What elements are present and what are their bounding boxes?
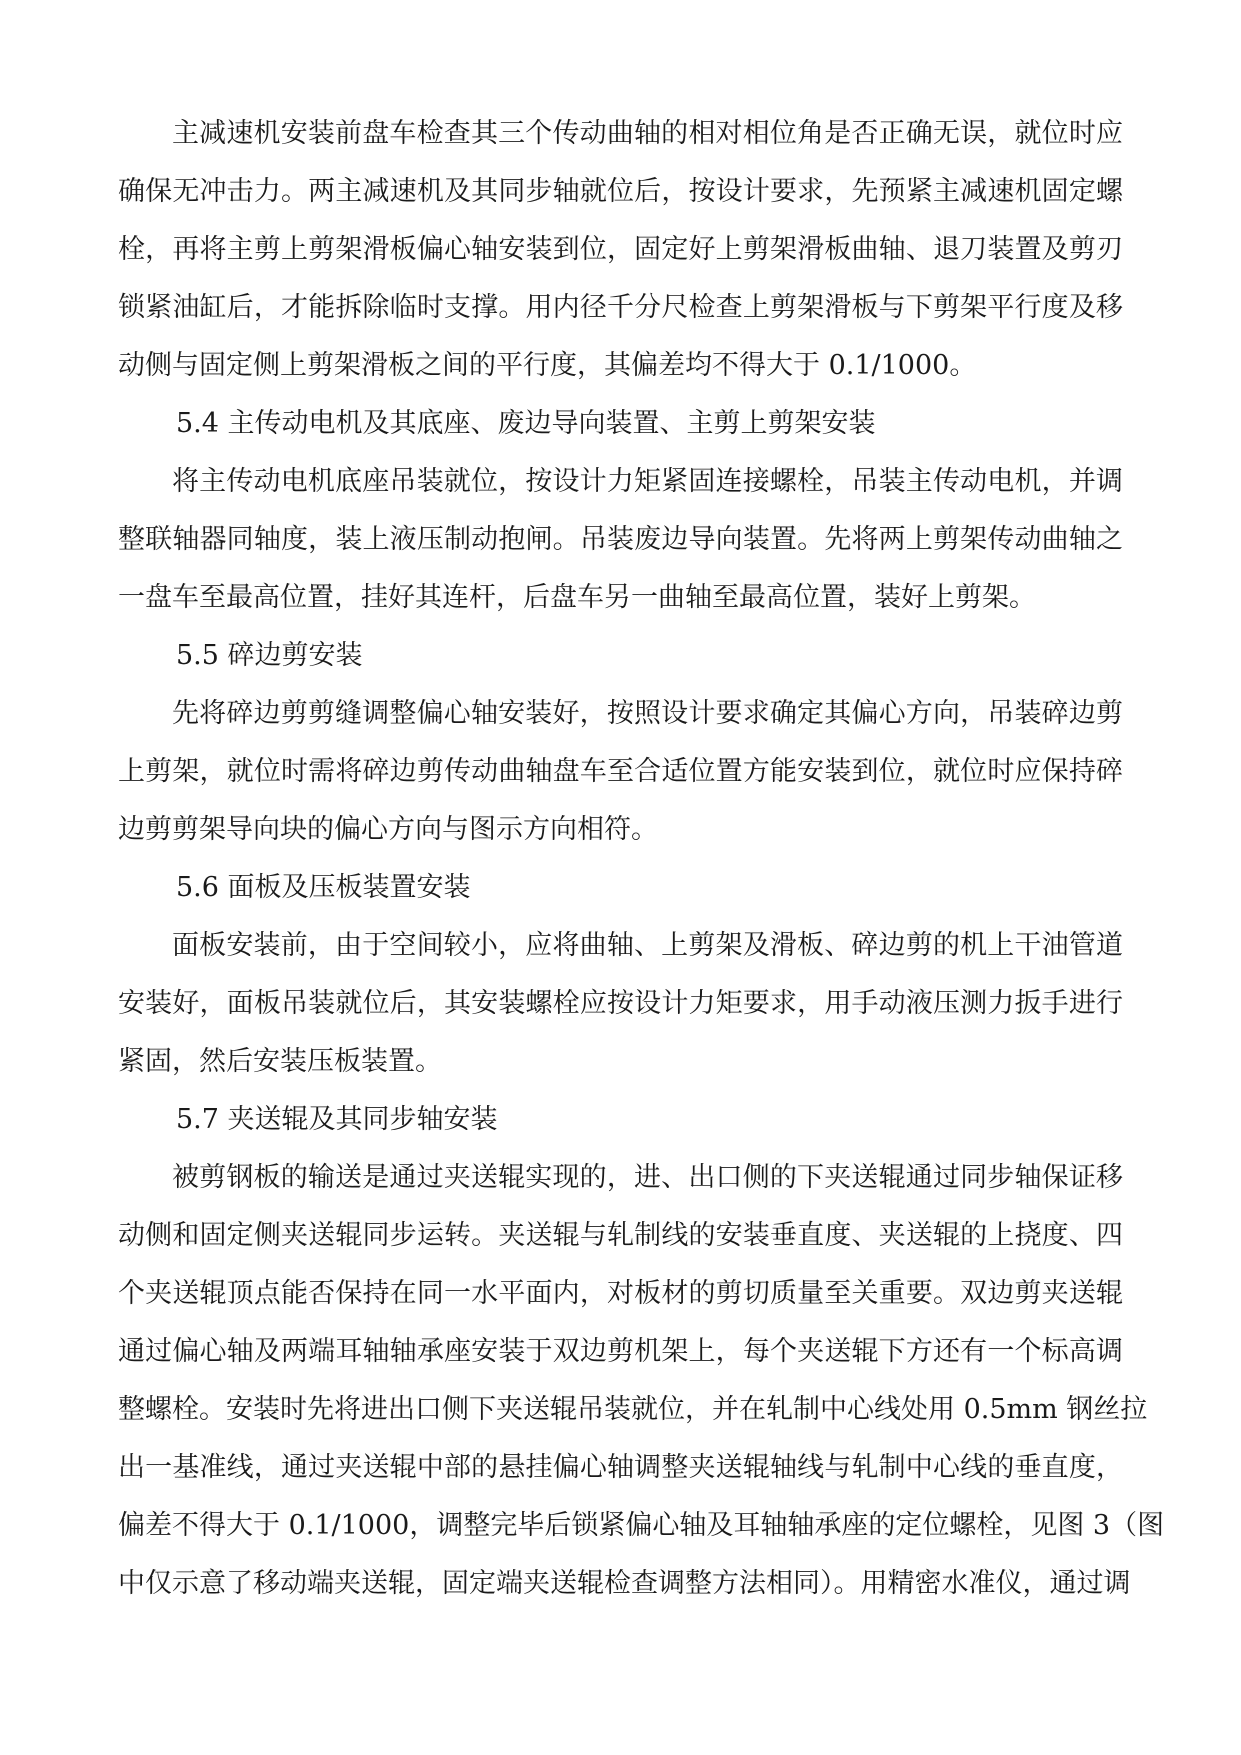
section-5-7-line-3: 个夹送辊顶点能否保持在同一水平面内，对板材的剪切质量至关重要。双边剪夹送辊 bbox=[118, 1278, 1123, 1309]
section-5-4-line-3: 一盘车至最高位置，挂好其连杆，后盘车另一曲轴至最高位置，装好上剪架。 bbox=[118, 582, 1036, 613]
section-heading-5-5: 5.5 碎边剪安装 bbox=[176, 640, 363, 671]
section-5-7-line-1: 被剪钢板的输送是通过夹送辊实现的，进、出口侧的下夹送辊通过同步轴保证移 bbox=[172, 1162, 1123, 1193]
section-5-5-line-3: 边剪剪架导向块的偏心方向与图示方向相符。 bbox=[118, 814, 658, 845]
section-heading-5-4: 5.4 主传动电机及其底座、废边导向装置、主剪上剪架安装 bbox=[176, 408, 876, 439]
section-5-7-line-4: 通过偏心轴及两端耳轴轴承座安装于双边剪机架上，每个夹送辊下方还有一个标高调 bbox=[118, 1336, 1123, 1367]
section-5-6-line-3: 紧固，然后安装压板装置。 bbox=[118, 1046, 442, 1077]
section-5-7-line-6: 出一基准线，通过夹送辊中部的悬挂偏心轴调整夹送辊轴线与轧制中心线的垂直度， bbox=[118, 1452, 1123, 1483]
paragraph-1-line-4: 锁紧油缸后，才能拆除临时支撑。用内径千分尺检查上剪架滑板与下剪架平行度及移 bbox=[118, 292, 1123, 323]
section-5-7-line-5: 整螺栓。安装时先将进出口侧下夹送辊吊装就位，并在轧制中心线处用 0.5mm 钢丝拉 bbox=[118, 1394, 1148, 1425]
section-5-5-line-1: 先将碎边剪剪缝调整偏心轴安装好，按照设计要求确定其偏心方向，吊装碎边剪 bbox=[172, 698, 1123, 729]
section-5-4-line-2: 整联轴器同轴度，装上液压制动抱闸。吊装废边导向装置。先将两上剪架传动曲轴之 bbox=[118, 524, 1123, 555]
paragraph-1-line-1: 主减速机安装前盘车检查其三个传动曲轴的相对相位角是否正确无误，就位时应 bbox=[172, 118, 1123, 149]
paragraph-1-line-5: 动侧与固定侧上剪架滑板之间的平行度，其偏差均不得大于 0.1/1000。 bbox=[118, 350, 977, 381]
section-5-4-line-1: 将主传动电机底座吊装就位，按设计力矩紧固连接螺栓，吊装主传动电机，并调 bbox=[172, 466, 1123, 497]
section-5-7-line-2: 动侧和固定侧夹送辊同步运转。夹送辊与轧制线的安装垂直度、夹送辊的上挠度、四 bbox=[118, 1220, 1123, 1251]
section-heading-5-7: 5.7 夹送辊及其同步轴安装 bbox=[176, 1104, 498, 1135]
paragraph-1-line-3: 栓，再将主剪上剪架滑板偏心轴安装到位，固定好上剪架滑板曲轴、退刀装置及剪刃 bbox=[118, 234, 1123, 265]
section-5-5-line-2: 上剪架，就位时需将碎边剪传动曲轴盘车至合适位置方能安装到位，就位时应保持碎 bbox=[118, 756, 1123, 787]
section-5-7-line-7: 偏差不得大于 0.1/1000，调整完毕后锁紧偏心轴及耳轴轴承座的定位螺栓，见图 3（图 bbox=[118, 1510, 1165, 1541]
section-heading-5-6: 5.6 面板及压板装置安装 bbox=[176, 872, 471, 903]
paragraph-1-line-2: 确保无冲击力。两主减速机及其同步轴就位后，按设计要求，先预紧主减速机固定螺 bbox=[118, 176, 1123, 207]
section-5-6-line-2: 安装好，面板吊装就位后，其安装螺栓应按设计力矩要求，用手动液压测力扳手进行 bbox=[118, 988, 1123, 1019]
section-5-6-line-1: 面板安装前，由于空间较小，应将曲轴、上剪架及滑板、碎边剪的机上干油管道 bbox=[172, 930, 1123, 961]
section-5-7-line-8: 中仅示意了移动端夹送辊，固定端夹送辊检查调整方法相同）。用精密水准仪，通过调 bbox=[118, 1568, 1131, 1599]
